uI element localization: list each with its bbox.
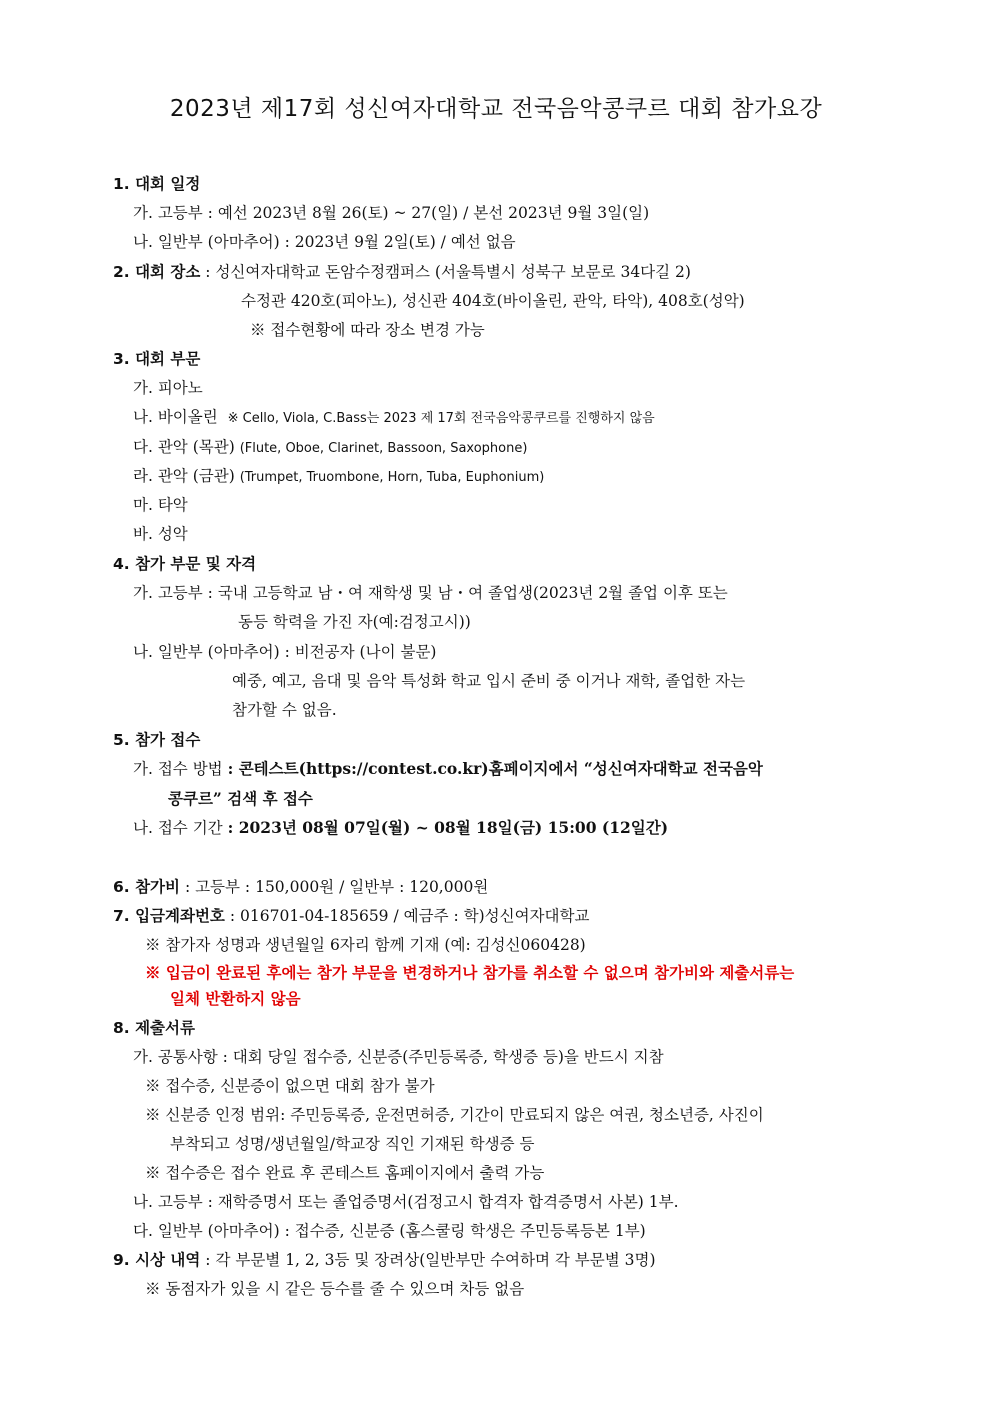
section-8-heading: 8. 제출서류	[113, 1019, 195, 1037]
section-9-heading: 9. 시상 내역	[113, 1251, 201, 1269]
s5-item-a-value: : 콘테스트(https://contest.co.kr)홈페이지에서 “성신여자대학교 전국음악	[227, 759, 763, 778]
document-title: 2023년 제17회 성신여자대학교 전국음악콩쿠르 대회 참가요강	[169, 96, 823, 122]
s7-warning-line2: 일체 반환하지 않음	[170, 989, 301, 1008]
section-7-heading: 7. 입금계좌번호	[113, 907, 225, 925]
s8-note-3: ※ 접수증은 접수 완료 후 콘테스트 홈페이지에서 출력 가능	[145, 1164, 545, 1182]
s9-note: ※ 동점자가 있을 시 같은 등수를 줄 수 있으며 차등 없음	[145, 1280, 525, 1298]
s3-item-b: 나. 바이올린	[133, 408, 218, 426]
s3-item-d-row	[133, 466, 544, 488]
s3-item-d-note: (Trumpet, Truombone, Horn, Tuba, Euphonium)	[239, 470, 545, 485]
s5-item-a-value2: 콩쿠르” 검색 후 접수	[168, 789, 313, 808]
s5-item-b-label: 나. 접수 기간	[133, 819, 223, 837]
s4-item-b3: 참가할 수 없음.	[232, 701, 337, 719]
s7-text: : 016701-04-185659 / 예금주 : 학)성신여자대학교	[229, 907, 590, 925]
s5-item-a-row	[133, 759, 763, 779]
s8-item-a: 가. 공통사항 : 대회 당일 접수증, 신분증(주민등록증, 학생증 등)을 반드시 지참	[133, 1048, 664, 1066]
section-6-heading: 6. 참가비	[113, 878, 180, 896]
section-5-heading: 5. 참가 접수	[113, 731, 201, 749]
s3-item-c-note: (Flute, Oboe, Clarinet, Bassoon, Saxophone)	[239, 441, 528, 456]
s3-item-b-note: ※ Cello, Viola, C.Bass는 2023 제 17회 전국음악콩쿠르를 진행하지 않음	[227, 411, 655, 426]
s3-item-a: 가. 피아노	[133, 379, 203, 397]
s4-item-a1: 가. 고등부 : 국내 고등학교 남・여 재학생 및 남・여 졸업생(2023년 2월 졸업 이후 또는	[133, 584, 728, 602]
s8-item-c: 다. 일반부 (아마추어) : 접수증, 신분증 (홈스쿨링 학생은 주민등록등본 1부)	[133, 1222, 646, 1240]
s5-item-b-value: : 2023년 08월 07일(월) ~ 08월 18일(금) 15:00 (12일간)	[227, 818, 669, 837]
section-1-heading: 1. 대회 일정	[113, 175, 201, 193]
section-4-heading: 4. 참가 부문 및 자격	[113, 555, 257, 573]
s3-item-c: 다. 관악 (목관)	[133, 438, 235, 456]
s7-warning-line1: ※ 입금이 완료된 후에는 참가 부문을 변경하거나 참가를 취소할 수 없으며 참가비와 제출서류는	[145, 963, 795, 982]
s7-row	[113, 906, 589, 926]
s4-item-b2: 예중, 예고, 음대 및 음악 특성화 학교 입시 준비 중 이거나 재학, 졸업한 자는	[232, 672, 746, 690]
s7-note: ※ 참가자 성명과 생년월일 6자리 함께 기재 (예: 김성신060428)	[145, 936, 586, 954]
s3-item-d: 라. 관악 (금관)	[133, 467, 235, 485]
s2-line1: : 성신여자대학교 돈암수정캠퍼스 (서울특별시 성북구 보문로 34다길 2)	[205, 263, 691, 281]
s6-text: : 고등부 : 150,000원 / 일반부 : 120,000원	[184, 878, 489, 896]
s3-item-e: 마. 타악	[133, 496, 188, 514]
s9-text: : 각 부문별 1, 2, 3등 및 장려상(일반부만 수여하며 각 부문별 3명)	[205, 1251, 656, 1269]
s5-item-b-row	[133, 818, 668, 838]
s3-item-c-row	[133, 437, 527, 459]
s9-row	[113, 1250, 656, 1270]
s1-item-a: 가. 고등부 : 예선 2023년 8월 26(토) ~ 27(일) / 본선 2023년 9월 3일(일)	[133, 204, 650, 222]
section-2-heading: 2. 대회 장소	[113, 263, 201, 281]
s8-note-2b: 부착되고 성명/생년월일/학교장 직인 기재된 학생증 등	[170, 1135, 535, 1153]
s3-item-f: 바. 성악	[133, 525, 188, 543]
s8-note-2a: ※ 신분증 인정 범위: 주민등록증, 운전면허증, 기간이 만료되지 않은 여권, 청소년증, 사진이	[145, 1106, 764, 1124]
s5-item-a-label: 가. 접수 방법	[133, 760, 223, 778]
s2-line1-row	[113, 262, 691, 282]
s6-row	[113, 877, 488, 897]
s1-item-b: 나. 일반부 (아마추어) : 2023년 9월 2일(토) / 예선 없음	[133, 233, 516, 251]
s4-item-b1: 나. 일반부 (아마추어) : 비전공자 (나이 불문)	[133, 643, 437, 661]
s4-item-a2: 동등 학력을 가진 자(예:검정고시))	[238, 613, 471, 631]
s3-item-b-row	[133, 407, 655, 429]
s8-item-b: 나. 고등부 : 재학증명서 또는 졸업증명서(검정고시 합격자 합격증명서 사본) 1부.	[133, 1193, 679, 1211]
s8-note-1: ※ 접수증, 신분증이 없으면 대회 참가 불가	[145, 1077, 435, 1095]
s2-line2: 수정관 420호(피아노), 성신관 404호(바이올린, 관악, 타악), 408호(성악)	[241, 292, 745, 310]
section-3-heading: 3. 대회 부문	[113, 350, 201, 368]
s2-note: ※ 접수현황에 따라 장소 변경 가능	[250, 321, 485, 339]
